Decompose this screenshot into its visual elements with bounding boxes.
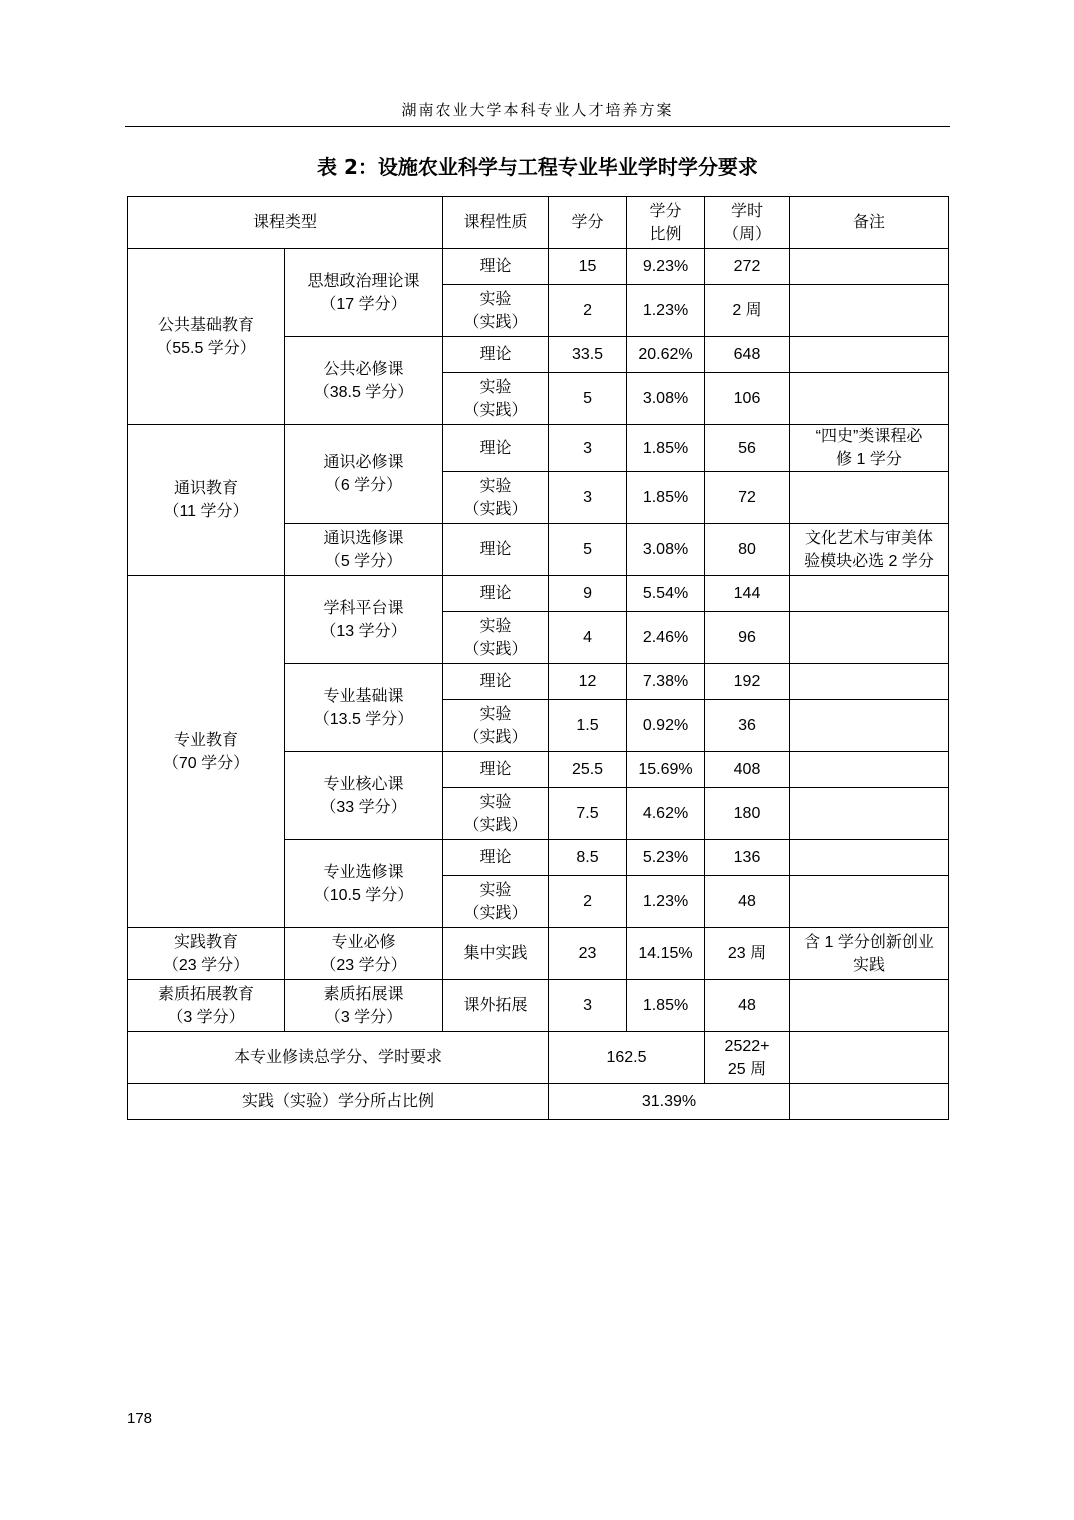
hours-cell: 106 bbox=[705, 373, 790, 425]
nature-cell: 理论 bbox=[443, 664, 549, 700]
subcategory-cell: 通识选修课 （5 学分） bbox=[285, 524, 443, 576]
header-notes: 备注 bbox=[790, 197, 949, 249]
ratio-cell: 20.62% bbox=[627, 337, 705, 373]
header-category: 课程类型 bbox=[128, 197, 443, 249]
hours-cell: 2 周 bbox=[705, 285, 790, 337]
nature-cell: 实验 （实践） bbox=[443, 612, 549, 664]
note-cell bbox=[790, 576, 949, 612]
ratio-cell: 5.54% bbox=[627, 576, 705, 612]
subcategory-cell: 专业选修课 （10.5 学分） bbox=[285, 840, 443, 928]
category-cell: 专业教育 （70 学分） bbox=[128, 576, 285, 928]
credits-cell: 2 bbox=[549, 876, 627, 928]
note-cell bbox=[790, 249, 949, 285]
subcategory-cell: 学科平台课 （13 学分） bbox=[285, 576, 443, 664]
hours-cell: 144 bbox=[705, 576, 790, 612]
ratio-cell: 7.38% bbox=[627, 664, 705, 700]
ratio-cell: 14.15% bbox=[627, 928, 705, 980]
credits-cell: 33.5 bbox=[549, 337, 627, 373]
nature-cell: 集中实践 bbox=[443, 928, 549, 980]
nature-cell: 理论 bbox=[443, 840, 549, 876]
note-cell bbox=[790, 472, 949, 524]
table-title: 表 2：设施农业科学与工程专业毕业学时学分要求 bbox=[317, 155, 758, 179]
hours-cell: 56 bbox=[705, 425, 790, 472]
credits-cell: 2 bbox=[549, 285, 627, 337]
totals-label: 本专业修读总学分、学时要求 bbox=[128, 1032, 549, 1084]
hours-cell: 48 bbox=[705, 876, 790, 928]
note-cell bbox=[790, 840, 949, 876]
subcategory-cell: 通识必修课 （6 学分） bbox=[285, 425, 443, 524]
subcategory-cell: 专业基础课 （13.5 学分） bbox=[285, 664, 443, 752]
table-row bbox=[128, 980, 949, 1032]
note-cell: “四史”类课程必 修 1 学分 bbox=[790, 425, 949, 472]
credits-cell: 5 bbox=[549, 373, 627, 425]
subcategory-cell: 公共必修课 （38.5 学分） bbox=[285, 337, 443, 425]
ratio-cell: 1.85% bbox=[627, 472, 705, 524]
credits-cell: 23 bbox=[549, 928, 627, 980]
hours-cell: 136 bbox=[705, 840, 790, 876]
nature-cell: 实验 （实践） bbox=[443, 373, 549, 425]
hours-cell: 408 bbox=[705, 752, 790, 788]
table-row bbox=[128, 576, 949, 612]
hours-cell: 72 bbox=[705, 472, 790, 524]
ratio-cell: 15.69% bbox=[627, 752, 705, 788]
nature-cell: 理论 bbox=[443, 425, 549, 472]
subcategory-cell: 专业核心课 （33 学分） bbox=[285, 752, 443, 840]
table-row bbox=[128, 425, 949, 472]
category-cell: 实践教育 （23 学分） bbox=[128, 928, 285, 980]
subcategory-cell: 专业必修 （23 学分） bbox=[285, 928, 443, 980]
totals-credits: 162.5 bbox=[549, 1032, 705, 1084]
credits-cell: 4 bbox=[549, 612, 627, 664]
ratio-cell: 1.23% bbox=[627, 876, 705, 928]
ratio-cell: 3.08% bbox=[627, 524, 705, 576]
credits-cell: 1.5 bbox=[549, 700, 627, 752]
note-cell bbox=[790, 612, 949, 664]
table-row bbox=[128, 928, 949, 980]
credit-requirements-table bbox=[127, 196, 949, 1120]
credits-cell: 3 bbox=[549, 980, 627, 1032]
note-cell: 含 1 学分创新创业 实践 bbox=[790, 928, 949, 980]
page-number: 178 bbox=[127, 1410, 153, 1427]
credits-cell: 15 bbox=[549, 249, 627, 285]
table-header-row bbox=[128, 197, 949, 249]
nature-cell: 理论 bbox=[443, 337, 549, 373]
credits-cell: 5 bbox=[549, 524, 627, 576]
ratio-cell: 4.62% bbox=[627, 788, 705, 840]
hours-cell: 272 bbox=[705, 249, 790, 285]
credits-cell: 7.5 bbox=[549, 788, 627, 840]
nature-cell: 实验 （实践） bbox=[443, 285, 549, 337]
subcategory-cell: 思想政治理论课 （17 学分） bbox=[285, 249, 443, 337]
nature-cell: 实验 （实践） bbox=[443, 472, 549, 524]
header-credits: 学分 bbox=[549, 197, 627, 249]
category-cell: 公共基础教育 （55.5 学分） bbox=[128, 249, 285, 425]
ratio-cell: 9.23% bbox=[627, 249, 705, 285]
totals-row bbox=[128, 1032, 949, 1084]
note-cell bbox=[790, 700, 949, 752]
note-cell bbox=[790, 373, 949, 425]
nature-cell: 课外拓展 bbox=[443, 980, 549, 1032]
totals-hours: 2522+ 25 周 bbox=[705, 1032, 790, 1084]
hours-cell: 36 bbox=[705, 700, 790, 752]
credits-cell: 8.5 bbox=[549, 840, 627, 876]
note-cell bbox=[790, 752, 949, 788]
hours-cell: 180 bbox=[705, 788, 790, 840]
hours-cell: 48 bbox=[705, 980, 790, 1032]
ratio-cell: 5.23% bbox=[627, 840, 705, 876]
header-hours: 学时 （周） bbox=[705, 197, 790, 249]
category-cell: 通识教育 （11 学分） bbox=[128, 425, 285, 576]
note-cell bbox=[790, 876, 949, 928]
header-nature: 课程性质 bbox=[443, 197, 549, 249]
nature-cell: 实验 （实践） bbox=[443, 876, 549, 928]
practice-ratio-note bbox=[790, 1084, 949, 1120]
nature-cell: 理论 bbox=[443, 249, 549, 285]
practice-ratio-value: 31.39% bbox=[549, 1084, 790, 1120]
ratio-cell: 2.46% bbox=[627, 612, 705, 664]
ratio-cell: 1.23% bbox=[627, 285, 705, 337]
note-cell bbox=[790, 664, 949, 700]
credits-cell: 3 bbox=[549, 425, 627, 472]
ratio-cell: 1.85% bbox=[627, 425, 705, 472]
credits-cell: 3 bbox=[549, 472, 627, 524]
practice-ratio-label: 实践（实验）学分所占比例 bbox=[128, 1084, 549, 1120]
credits-cell: 12 bbox=[549, 664, 627, 700]
note-cell bbox=[790, 285, 949, 337]
practice-ratio-row bbox=[128, 1084, 949, 1120]
note-cell bbox=[790, 788, 949, 840]
ratio-cell: 0.92% bbox=[627, 700, 705, 752]
note-cell bbox=[790, 980, 949, 1032]
hours-cell: 96 bbox=[705, 612, 790, 664]
header-ratio: 学分 比例 bbox=[627, 197, 705, 249]
nature-cell: 理论 bbox=[443, 576, 549, 612]
credits-cell: 9 bbox=[549, 576, 627, 612]
note-cell: 文化艺术与审美体 验模块必选 2 学分 bbox=[790, 524, 949, 576]
note-cell bbox=[790, 337, 949, 373]
page-header: 湖南农业大学本科专业人才培养方案 bbox=[125, 96, 950, 127]
category-cell: 素质拓展教育 （3 学分） bbox=[128, 980, 285, 1032]
nature-cell: 实验 （实践） bbox=[443, 788, 549, 840]
totals-note bbox=[790, 1032, 949, 1084]
nature-cell: 理论 bbox=[443, 752, 549, 788]
hours-cell: 648 bbox=[705, 337, 790, 373]
hours-cell: 23 周 bbox=[705, 928, 790, 980]
credits-cell: 25.5 bbox=[549, 752, 627, 788]
table-row bbox=[128, 249, 949, 285]
nature-cell: 实验 （实践） bbox=[443, 700, 549, 752]
ratio-cell: 1.85% bbox=[627, 980, 705, 1032]
nature-cell: 理论 bbox=[443, 524, 549, 576]
ratio-cell: 3.08% bbox=[627, 373, 705, 425]
hours-cell: 80 bbox=[705, 524, 790, 576]
subcategory-cell: 素质拓展课 （3 学分） bbox=[285, 980, 443, 1032]
hours-cell: 192 bbox=[705, 664, 790, 700]
